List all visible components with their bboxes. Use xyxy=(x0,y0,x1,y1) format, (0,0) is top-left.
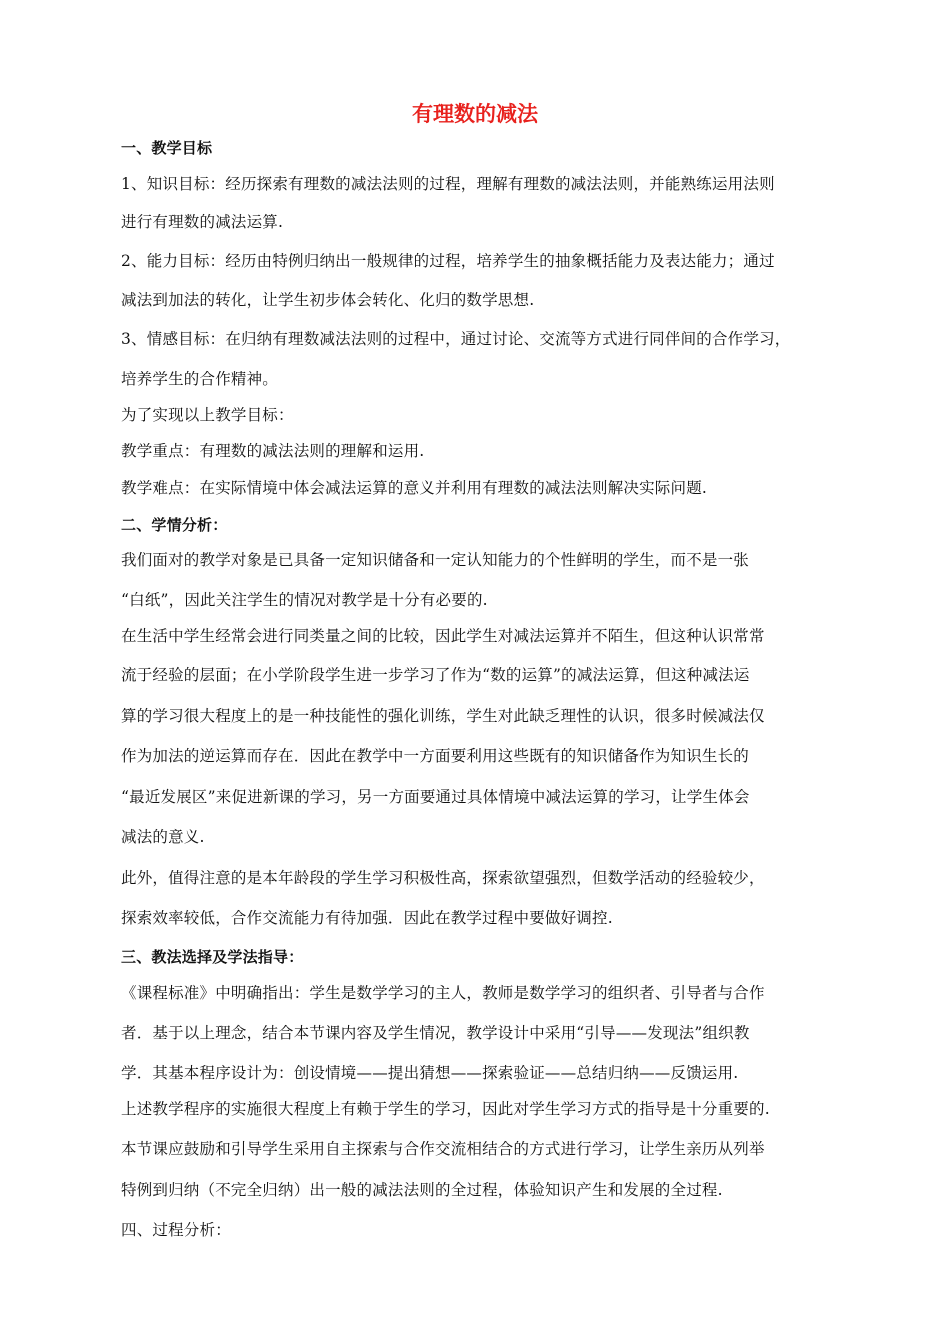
paragraph-line: 教学难点：在实际情境中体会减法运算的意义并利用有理数的减法法则解决实际问题. xyxy=(121,479,708,497)
paragraph-line: 减法到加法的转化，让学生初步体会转化、化归的数学思想. xyxy=(121,291,535,309)
paragraph-line: 1、知识目标：经历探索有理数的减法法则的过程，理解有理数的减法法则，并能熟练运用法则 xyxy=(121,175,775,193)
section-heading-teaching-goals: 一、教学目标 xyxy=(121,139,213,157)
paragraph-line: 我们面对的教学对象是已具备一定知识储备和一定认知能力的个性鲜明的学生，而不是一张 xyxy=(121,551,750,569)
paragraph-line: 算的学习很大程度上的是一种技能性的强化训练，学生对此缺乏理性的认识，很多时候减法仅 xyxy=(121,707,765,725)
paragraph-line: 者．基于以上理念，结合本节课内容及学生情况，教学设计中采用“引导——发现法”组织教 xyxy=(121,1024,750,1042)
paragraph-line: 作为加法的逆运算而存在．因此在教学中一方面要利用这些既有的知识储备作为知识生长的 xyxy=(121,747,750,765)
paragraph-line: 3、情感目标：在归纳有理数减法法则的过程中，通过讨论、交流等方式进行同伴间的合作学习， xyxy=(121,330,791,348)
paragraph-line: 本节课应鼓励和引导学生采用自主探索与合作交流相结合的方式进行学习，让学生亲历从列举 xyxy=(121,1140,765,1158)
paragraph-line: 学．其基本程序设计为：创设情境——提出猜想——探索验证——总结归纳——反馈运用. xyxy=(121,1064,739,1082)
paragraph-line: 流于经验的层面；在小学阶段学生进一步学习了作为“数的运算”的减法运算，但这种减法运 xyxy=(121,666,750,684)
paragraph-line: 此外，值得注意的是本年龄段的学生学习积极性高，探索欲望强烈，但数学活动的经验较少， xyxy=(121,869,765,887)
paragraph-line: 教学重点：有理数的减法法则的理解和运用. xyxy=(121,442,425,460)
paragraph-line: 进行有理数的减法运算. xyxy=(121,213,284,231)
paragraph-line: 为了实现以上教学目标： xyxy=(121,406,294,424)
section-heading-teaching-methods: 三、教法选择及学法指导： xyxy=(121,948,304,966)
section-heading-student-analysis: 二、学情分析： xyxy=(121,516,228,534)
paragraph-line: 《课程标准》中明确指出：学生是数学学习的主人，教师是数学学习的组织者、引导者与合作 xyxy=(121,984,765,1002)
document-title: 有理数的减法 xyxy=(412,102,538,126)
paragraph-line: 减法的意义. xyxy=(121,828,205,846)
paragraph-line: 探索效率较低，合作交流能力有待加强．因此在教学过程中要做好调控. xyxy=(121,909,613,927)
section-heading-process-analysis: 四、过程分析： xyxy=(121,1221,231,1239)
paragraph-line: “白纸”，因此关注学生的情况对教学是十分有必要的. xyxy=(121,591,488,609)
paragraph-line: “最近发展区”来促进新课的学习，另一方面要通过具体情境中减法运算的学习，让学生体会 xyxy=(121,788,750,806)
paragraph-line: 特例到归纳（不完全归纳）出一般的减法法则的全过程，体验知识产生和发展的全过程. xyxy=(121,1181,723,1199)
paragraph-line: 培养学生的合作精神。 xyxy=(121,370,279,388)
paragraph-line: 在生活中学生经常会进行同类量之间的比较，因此学生对减法运算并不陌生，但这种认识常常 xyxy=(121,627,765,645)
paragraph-line: 2、能力目标：经历由特例归纳出一般规律的过程，培养学生的抽象概括能力及表达能力；通过 xyxy=(121,252,775,270)
paragraph-line: 上述教学程序的实施很大程度上有赖于学生的学习，因此对学生学习方式的指导是十分重要的. xyxy=(121,1100,770,1118)
